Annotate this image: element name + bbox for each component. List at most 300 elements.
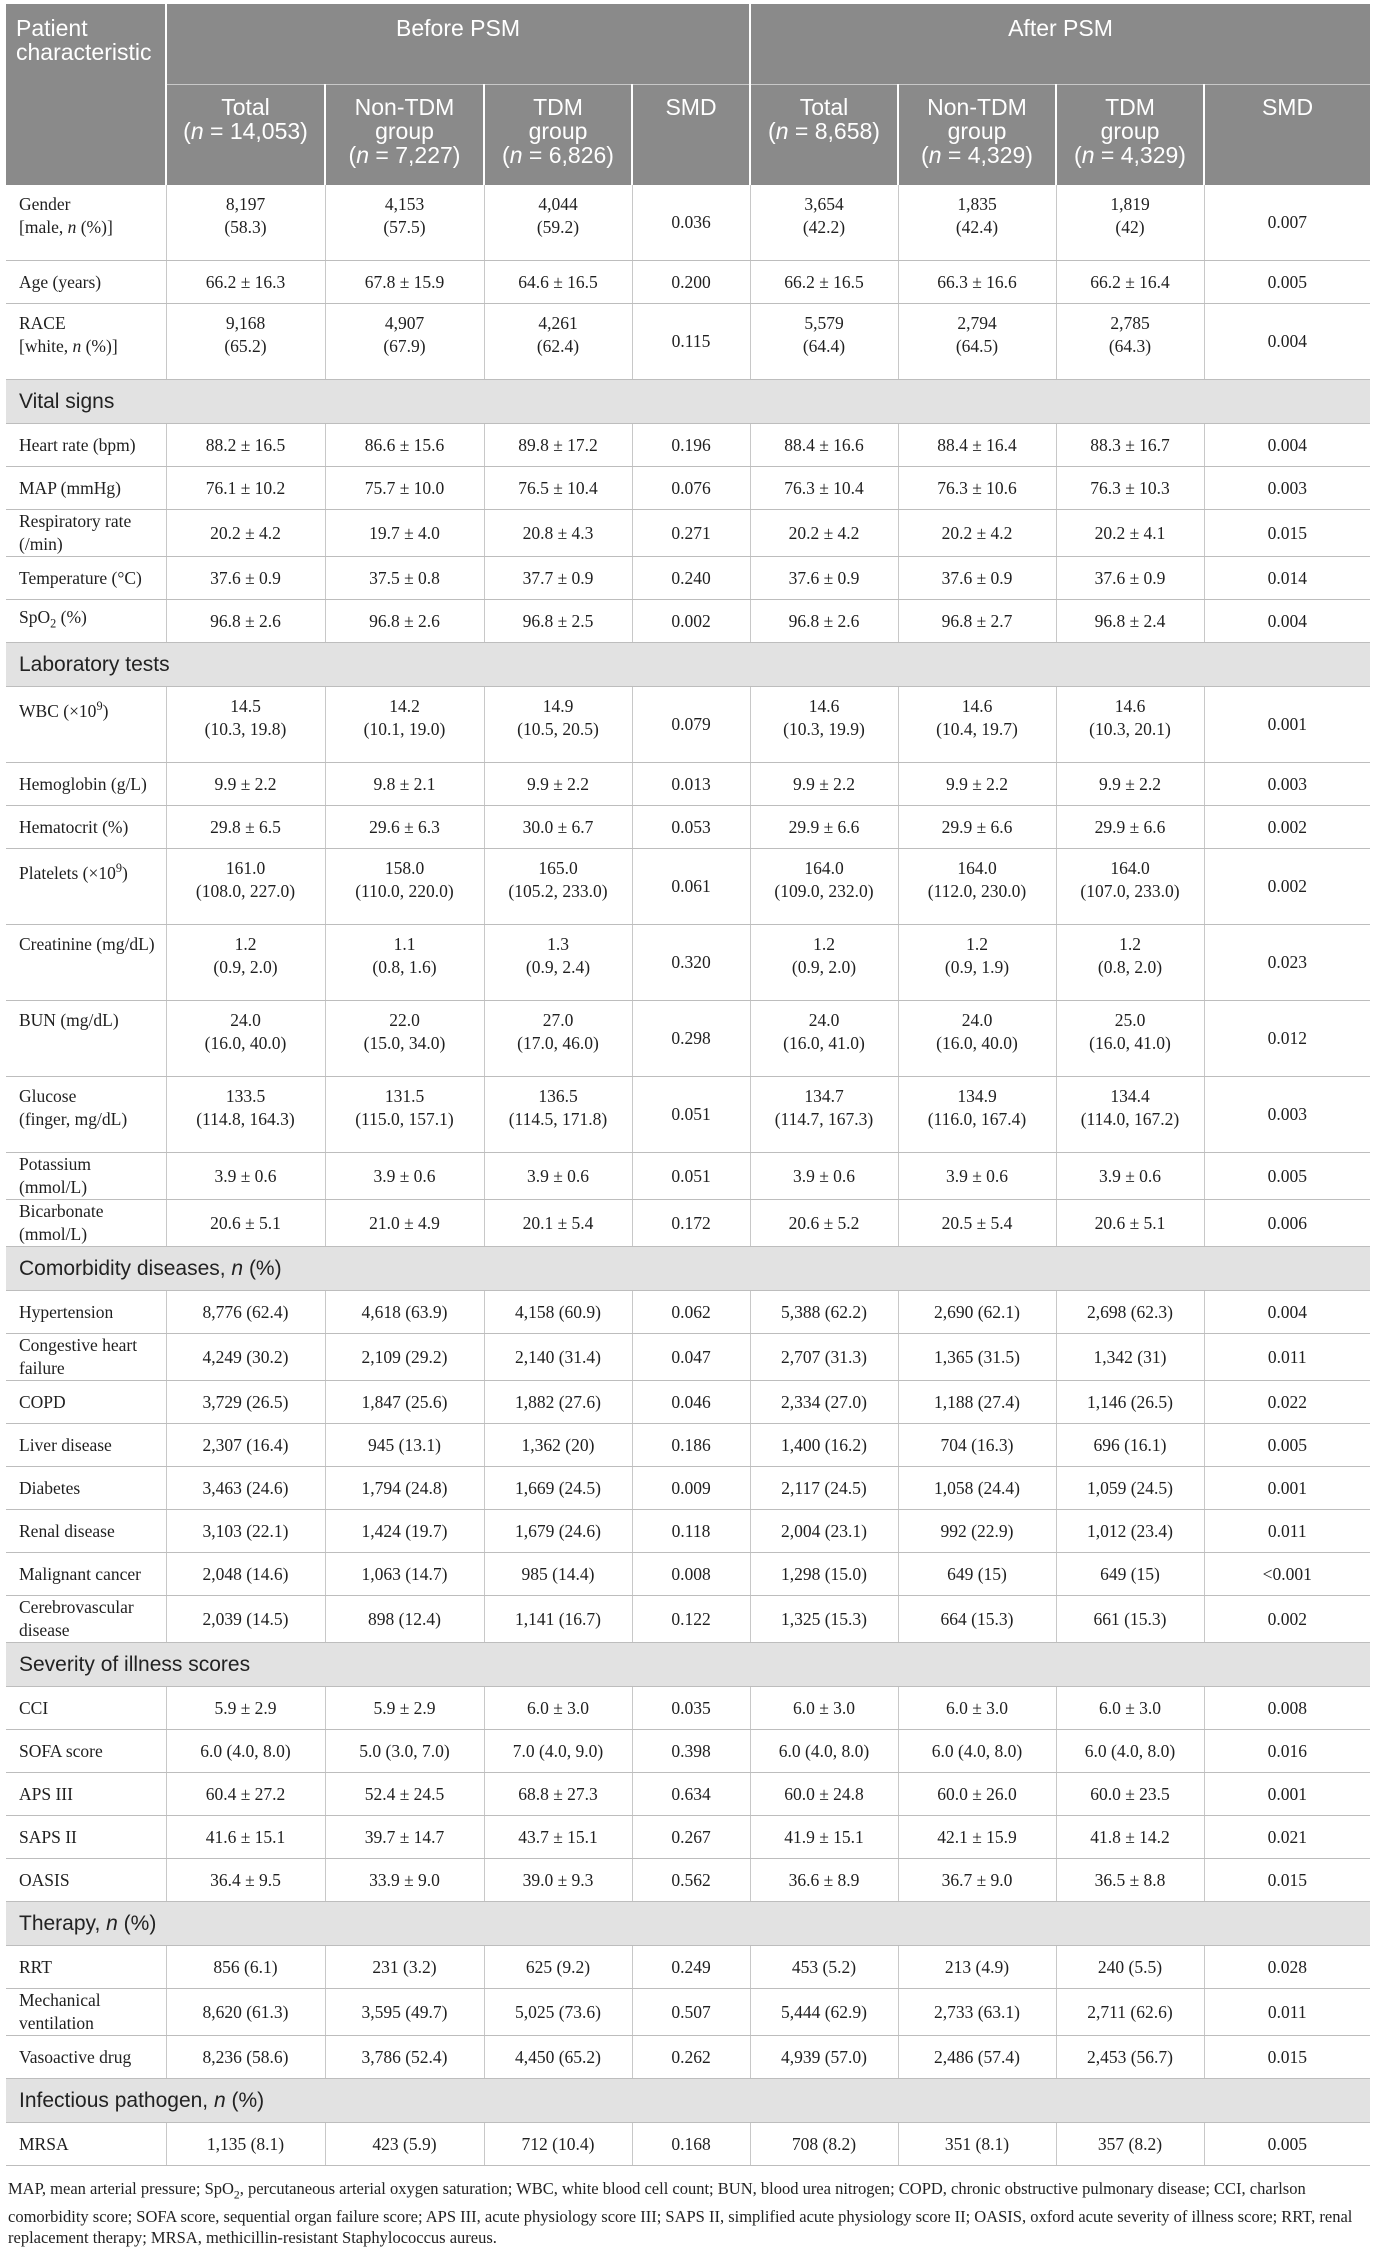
header-line: SMD [665,94,717,120]
table-row [6,849,1370,925]
table-cell: 0.240 [632,557,750,600]
table-cell: 2,140 (31.4) [484,1334,632,1381]
table-cell: 88.3 ± 16.7 [1056,424,1204,467]
table-cell: 9.9 ± 2.2 [166,763,325,806]
cell-line: 133.5 [225,1086,266,1106]
cell-line: (67.9) [383,336,426,356]
table-cell: 1,365 (31.5) [898,1334,1056,1381]
row-label [6,1553,166,1596]
table-row [6,1989,1370,2036]
table-cell: 20.2 ± 4.2 [898,510,1056,557]
table-row [6,1730,1370,1773]
table-cell: 0.061 [632,849,750,925]
table-cell: 0.053 [632,806,750,849]
row-label [6,1200,166,1247]
row-label [6,1946,166,1989]
label-line: Vasoactive drug [19,2046,132,2067]
table-row [6,1773,1370,1816]
header-line: TDM [533,94,583,120]
table-cell: 89.8 ± 17.2 [484,424,632,467]
table-cell: 625 (9.2) [484,1946,632,1989]
cell-line: 1.2 [813,934,835,954]
table-cell: 76.3 ± 10.4 [750,467,898,510]
table-cell: 36.5 ± 8.8 [1056,1859,1204,1902]
table-cell: 1,063 (14.7) [325,1553,484,1596]
table-cell: 1,188 (27.4) [898,1381,1056,1424]
table-row [6,1510,1370,1553]
table-cell [166,1001,325,1077]
table-cell: 20.6 ± 5.1 [1056,1200,1204,1247]
label-line: Bicarbonate (mmol/L) [19,1201,104,1244]
cell-line: 25.0 [1114,1010,1146,1030]
table-cell: 8,620 (61.3) [166,1989,325,2036]
table-row [6,1424,1370,1467]
label-line: SOFA score [19,1740,103,1761]
table-cell: 453 (5.2) [750,1946,898,1989]
table-cell: 0.022 [1204,1381,1370,1424]
row-label [6,1153,166,1200]
label-line: OASIS [19,1869,70,1890]
table-row [6,2036,1370,2079]
table-cell: 898 (12.4) [325,1596,484,1643]
table-cell: 0.118 [632,1510,750,1553]
table-cell: 0.002 [1204,806,1370,849]
table-cell: 696 (16.1) [1056,1424,1204,1467]
table-cell: 0.249 [632,1946,750,1989]
table-cell: 231 (3.2) [325,1946,484,1989]
table-cell: 6.0 (4.0, 8.0) [1056,1730,1204,1773]
table-cell: <0.001 [1204,1553,1370,1596]
table-cell [898,1077,1056,1153]
table-row [6,467,1370,510]
cell-line: 24.0 [230,1010,261,1030]
table-cell: 1,325 (15.3) [750,1596,898,1643]
table-cell: 3.9 ± 0.6 [750,1153,898,1200]
label-line: MRSA [19,2133,69,2154]
table-cell: 66.3 ± 16.6 [898,261,1056,304]
cell-line: 24.0 [808,1010,840,1030]
table-cell: 29.8 ± 6.5 [166,806,325,849]
table-cell: 2,486 (57.4) [898,2036,1056,2079]
row-label [6,1859,166,1902]
table-cell: 0.009 [632,1467,750,1510]
label-line: SpO$_2$ (%) [19,607,87,631]
row-label [6,1510,166,1553]
cell-line: (16.0, 40.0) [204,1033,287,1053]
label-line: Temperature (°C) [19,567,142,588]
row-label [6,2036,166,2079]
cell-line: 4,907 [384,313,425,333]
cell-line: (114.5, 171.8) [508,1109,608,1129]
table-cell: 0.046 [632,1381,750,1424]
cell-line: 1.1 [393,934,416,954]
label-line: Age (years) [19,271,102,292]
row-label [6,687,166,763]
table-cell: 0.006 [1204,1200,1370,1247]
table-cell: 20.6 ± 5.1 [166,1200,325,1247]
table-cell [484,184,632,261]
table-cell: 2,707 (31.3) [750,1334,898,1381]
cell-line: 1.2 [234,934,257,954]
label-line: Heart rate (bpm) [19,434,136,455]
table-cell: 5,388 (62.2) [750,1291,898,1334]
table-row [6,1467,1370,1510]
table-cell: 0.076 [632,467,750,510]
table-cell [1056,925,1204,1001]
table-cell: 76.5 ± 10.4 [484,467,632,510]
table-cell: 19.7 ± 4.0 [325,510,484,557]
table-cell: 20.2 ± 4.2 [166,510,325,557]
label-line: Hemoglobin (g/L) [19,773,147,794]
table-cell [484,304,632,380]
cell-line: (112.0, 230.0) [927,881,1027,901]
table-cell: 0.004 [1204,1291,1370,1334]
table-cell: 20.6 ± 5.2 [750,1200,898,1247]
table-cell: 0.051 [632,1077,750,1153]
label-line: Hematocrit (%) [19,816,129,837]
table-cell: 4,249 (30.2) [166,1334,325,1381]
cell-line: (10.3, 19.8) [204,719,287,739]
table-cell: 9.9 ± 2.2 [898,763,1056,806]
table-cell: 30.0 ± 6.7 [484,806,632,849]
table-cell: 60.0 ± 24.8 [750,1773,898,1816]
table-cell: 0.015 [1204,2036,1370,2079]
cell-line: (110.0, 220.0) [355,881,454,901]
table-cell: 0.004 [1204,600,1370,643]
table-cell: 0.011 [1204,1510,1370,1553]
table-cell: 8,236 (58.6) [166,2036,325,2079]
table-cell: 1,847 (25.6) [325,1381,484,1424]
table-cell: 67.8 ± 15.9 [325,261,484,304]
table-cell: 37.6 ± 0.9 [898,557,1056,600]
table-cell [750,925,898,1001]
cell-line: 14.6 [961,696,993,716]
cell-line: 134.7 [804,1086,844,1106]
row-label [6,1291,166,1334]
header-col-5 [750,85,898,185]
cell-line: (59.2) [536,217,580,237]
header-line: (n = 14,053) [183,118,308,144]
table-row [6,557,1370,600]
table-cell: 0.398 [632,1730,750,1773]
table-cell: 240 (5.5) [1056,1946,1204,1989]
row-label [6,467,166,510]
header-line: Non-TDM [927,94,1027,120]
table-row [6,806,1370,849]
cell-line: 22.0 [389,1010,420,1030]
table-cell: 357 (8.2) [1056,2123,1204,2166]
label-line: WBC $(\times 10^9)$ [19,699,109,721]
table-cell: 0.005 [1204,1424,1370,1467]
table-cell: 37.6 ± 0.9 [166,557,325,600]
table-row [6,1334,1370,1381]
section-row [6,1902,1370,1946]
table-cell: 60.0 ± 26.0 [898,1773,1056,1816]
cell-line: 1,835 [957,194,997,214]
table-cell: 2,711 (62.6) [1056,1989,1204,2036]
table-cell: 1,298 (15.0) [750,1553,898,1596]
header-col-6 [898,85,1056,185]
cell-line: (10.1, 19.0) [363,719,446,739]
table-cell: 36.4 ± 9.5 [166,1859,325,1902]
table-cell: 2,307 (16.4) [166,1424,325,1467]
table-cell: 0.021 [1204,1816,1370,1859]
table-cell: 0.001 [1204,1467,1370,1510]
table-cell: 66.2 ± 16.5 [750,261,898,304]
section-row [6,643,1370,687]
table-row [6,1946,1370,1989]
header-line: (n = 7,227) [348,142,461,168]
label-line: [male, n (%)] [19,217,113,237]
table-cell: 2,004 (23.1) [750,1510,898,1553]
table-cell: 0.015 [1204,510,1370,557]
table-cell: 39.7 ± 14.7 [325,1816,484,1859]
row-label [6,1334,166,1381]
cell-line: (58.3) [224,217,267,237]
table-footnote: MAP, mean arterial pressure; SpO$_2$, percutaneous arterial oxygen saturation; WBC, white blood cell count; BUN, blood urea nitrogen; COPD, chronic obstructive pulmonary disease; CCI, charlson comorbidity score; SOFA score, sequential organ failure score; APS III, acute physiology score III; SAPS II, simplified acute physiology score II; OASIS, oxford acute severity of illness score; RRT, renal replacement therapy; MRSA, methicillin-resistant Staphylococcus aureus. [8,2179,1353,2248]
table-cell: 66.2 ± 16.3 [166,261,325,304]
cell-line: (16.0, 41.0) [1089,1033,1171,1053]
cell-line: (16.0, 40.0) [936,1033,1018,1053]
table-cell: 0.172 [632,1200,750,1247]
table-cell: 29.9 ± 6.6 [898,806,1056,849]
row-label [6,1687,166,1730]
table-cell: 0.016 [1204,1730,1370,1773]
section-row [6,380,1370,424]
table-cell: 9.8 ± 2.1 [325,763,484,806]
cell-line: (114.8, 164.3) [196,1109,295,1129]
table-cell: 2,334 (27.0) [750,1381,898,1424]
table-cell: 60.0 ± 23.5 [1056,1773,1204,1816]
table-cell: 20.2 ± 4.1 [1056,510,1204,557]
label-line: BUN (mg/dL) [19,1010,119,1030]
table-cell [1056,304,1204,380]
table-cell: 3.9 ± 0.6 [166,1153,325,1200]
header-col-3 [484,85,632,185]
section-label: Infectious pathogen, n (%) [6,2079,1370,2123]
row-label [6,1381,166,1424]
table-cell: 60.4 ± 27.2 [166,1773,325,1816]
table-cell: 0.002 [632,600,750,643]
table-cell: 29.9 ± 6.6 [750,806,898,849]
table-cell: 1,424 (19.7) [325,1510,484,1553]
table-figure [6,4,1370,2248]
cell-line: (107.0, 233.0) [1080,881,1180,901]
row-label [6,1816,166,1859]
table-cell [750,304,898,380]
table-cell [898,849,1056,925]
header-col-1 [166,85,325,185]
table-cell [166,304,325,380]
table-cell: 37.7 ± 0.9 [484,557,632,600]
table-cell: 37.6 ± 0.9 [750,557,898,600]
table-cell: 20.5 ± 5.4 [898,1200,1056,1247]
table-cell: 0.008 [1204,1687,1370,1730]
header-before-psm: Before PSM [166,4,750,85]
table-cell: 3,103 (22.1) [166,1510,325,1553]
table-row [6,1077,1370,1153]
cell-line: (116.0, 167.4) [927,1109,1027,1129]
header-line: group [375,118,434,144]
table-cell: 2,109 (29.2) [325,1334,484,1381]
table-cell: 76.3 ± 10.6 [898,467,1056,510]
cell-line: 134.4 [1110,1086,1150,1106]
cell-line: 1.2 [966,934,988,954]
table-cell: 9.9 ± 2.2 [750,763,898,806]
table-cell [898,1001,1056,1077]
table-cell: 7.0 (4.0, 9.0) [484,1730,632,1773]
cell-line: (0.9, 2.4) [525,957,591,977]
label-line: [white, n (%)] [19,336,118,356]
table-cell [750,687,898,763]
table-cell: 3.9 ± 0.6 [484,1153,632,1200]
table-row [6,600,1370,643]
table-cell: 1,141 (16.7) [484,1596,632,1643]
table-cell: 6.0 ± 3.0 [484,1687,632,1730]
cell-line: 14.6 [808,696,840,716]
table-cell: 3,729 (26.5) [166,1381,325,1424]
table-cell: 64.6 ± 16.5 [484,261,632,304]
table-cell: 0.007 [1204,184,1370,261]
table-cell: 36.7 ± 9.0 [898,1859,1056,1902]
table-row [6,510,1370,557]
cell-line: 14.5 [230,696,261,716]
header-col-4 [632,85,750,185]
table-cell [325,925,484,1001]
label-line: Respiratory rate (/min) [19,511,132,554]
label-line: SAPS II [19,1826,77,1847]
table-cell: 21.0 ± 4.9 [325,1200,484,1247]
row-label [6,1596,166,1643]
cell-line: (105.2, 233.0) [508,881,608,901]
header-line: group [1100,118,1160,144]
section-label: Comorbidity diseases, n (%) [6,1247,1370,1291]
table-cell: 5,444 (62.9) [750,1989,898,2036]
table-cell: 664 (15.3) [898,1596,1056,1643]
table-row [6,1153,1370,1200]
cell-line: 14.2 [389,696,420,716]
cell-line: 131.5 [384,1086,425,1106]
label-line: Liver disease [19,1434,112,1455]
header-line: (n = 4,329) [921,142,1033,168]
table-cell: 0.186 [632,1424,750,1467]
table-cell [1056,1001,1204,1077]
table-cell [484,925,632,1001]
table-cell: 29.9 ± 6.6 [1056,806,1204,849]
cell-line: (15.0, 34.0) [363,1033,446,1053]
row-label [6,1730,166,1773]
cell-line: (65.2) [224,336,267,356]
table-cell: 0.168 [632,2123,750,2166]
row-label [6,1989,166,2036]
table-cell: 661 (15.3) [1056,1596,1204,1643]
row-label [6,2123,166,2166]
table-cell: 41.8 ± 14.2 [1056,1816,1204,1859]
label-line: Diabetes [19,1477,81,1498]
table-row [6,687,1370,763]
header-line: group [947,118,1007,144]
row-label [6,261,166,304]
table-cell [750,1077,898,1153]
table-cell: 96.8 ± 2.6 [750,600,898,643]
label-line: Glucose [19,1086,77,1106]
table-cell: 0.634 [632,1773,750,1816]
cell-line: 4,261 [538,313,578,333]
header-line: TDM [1105,94,1155,120]
table-cell: 0.015 [1204,1859,1370,1902]
table-cell [898,184,1056,261]
table-cell: 0.014 [1204,557,1370,600]
table-cell: 96.8 ± 2.5 [484,600,632,643]
table-cell: 0.003 [1204,1077,1370,1153]
table-cell [484,849,632,925]
cell-line: 8,197 [225,194,266,214]
cell-line: (42) [1115,217,1145,237]
table-cell: 0.507 [632,1989,750,2036]
cell-line: 9,168 [225,313,266,333]
table-cell: 6.0 (4.0, 8.0) [166,1730,325,1773]
table-cell: 1,059 (24.5) [1056,1467,1204,1510]
cell-line: (42.4) [955,217,999,237]
table-cell: 20.2 ± 4.2 [750,510,898,557]
label-line: Gender [19,194,71,214]
table-cell: 41.6 ± 15.1 [166,1816,325,1859]
header-line: Total [799,94,849,120]
table-cell: 2,733 (63.1) [898,1989,1056,2036]
label-line: Hypertension [19,1301,114,1322]
table-cell: 1,135 (8.1) [166,2123,325,2166]
table-cell: 0.001 [1204,687,1370,763]
table-row [6,1553,1370,1596]
row-label [6,849,166,925]
table-row [6,2123,1370,2166]
table-cell: 20.1 ± 5.4 [484,1200,632,1247]
table-cell: 9.9 ± 2.2 [1056,763,1204,806]
table-cell: 0.271 [632,510,750,557]
table-cell: 0.200 [632,261,750,304]
table-cell: 4,618 (63.9) [325,1291,484,1334]
cell-line: (64.4) [802,336,846,356]
table-cell: 0.008 [632,1553,750,1596]
cell-line: (114.0, 167.2) [1080,1109,1180,1129]
table-cell: 0.005 [1204,2123,1370,2166]
table-cell: 0.002 [1204,849,1370,925]
cell-line: (10.4, 19.7) [936,719,1018,739]
table-cell [1056,1077,1204,1153]
section-label: Severity of illness scores [6,1643,1370,1687]
cell-line: 4,044 [538,194,578,214]
table-cell: 0.115 [632,304,750,380]
table-cell [325,849,484,925]
table-cell: 0.005 [1204,1153,1370,1200]
label-line: Creatinine (mg/dL) [19,934,155,954]
table-cell [1056,184,1204,261]
row-label [6,1001,166,1077]
table-cell: 0.262 [632,2036,750,2079]
section-label: Therapy, n (%) [6,1902,1370,1946]
table-cell: 856 (6.1) [166,1946,325,1989]
table-cell: 0.122 [632,1596,750,1643]
row-label [6,1424,166,1467]
row-label [6,763,166,806]
cell-line: 14.6 [1114,696,1146,716]
table-cell: 88.2 ± 16.5 [166,424,325,467]
label-line: Mechanical ventilation [19,1990,101,2033]
label-line: Malignant cancer [19,1563,141,1584]
row-label [6,304,166,380]
table-cell: 5.9 ± 2.9 [166,1687,325,1730]
table-cell: 0.320 [632,925,750,1001]
